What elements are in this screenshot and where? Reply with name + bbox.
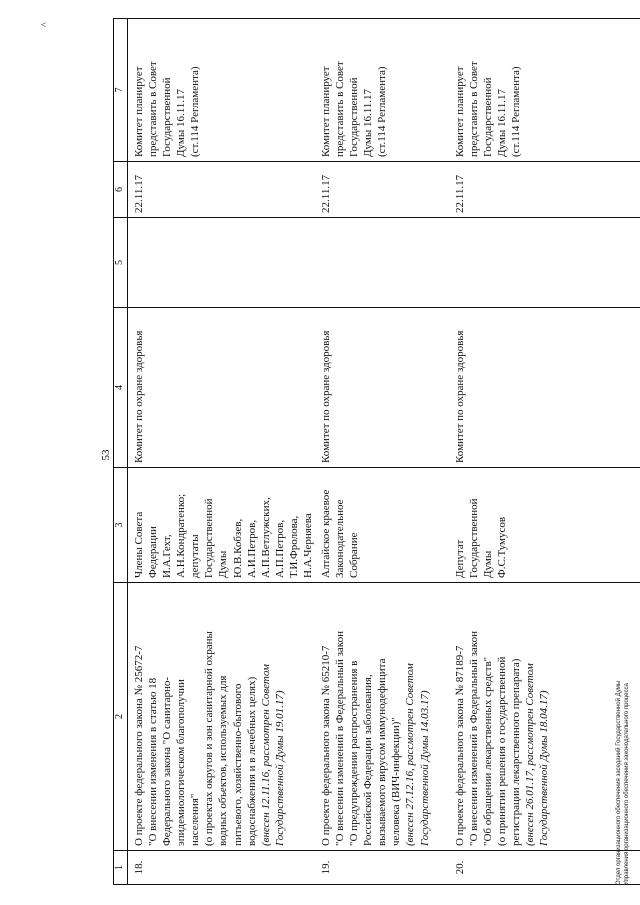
column-header-5: 5 [114,218,128,308]
bill-title-line: "О предупреждении распространения в [348,660,361,846]
date-cell: 22.11.17 [128,162,316,218]
status-note-line: Думы 16.11.17 [362,88,375,157]
bills-registry-table [113,18,640,885]
status-note-cell [128,19,316,162]
status-note-line: (ст.114 Регламента) [189,66,202,157]
column-header-4: 4 [114,308,128,468]
bill-description-cell [128,583,316,851]
initiator-line: Члены Совета [133,511,145,578]
column-header-2: 2 [114,583,128,851]
initiator-line: А.П.Ветлужских, [259,497,272,578]
bill-title-line: питьевого, хозяйственно-бытового [231,683,244,846]
initiator-cell [449,468,640,583]
initiator-cell [128,468,316,583]
initiator-line: Собрание [348,532,361,578]
bill-title-line: О проекте федерального закона № 25672-7 [133,645,145,846]
bill-title-line: водных объектов, используемых для [217,675,230,846]
bill-title-line: О проекте федерального закона № 87189-7 [454,645,467,846]
status-note-line: Государственной [348,77,361,157]
initiator-line: Алтайское краевое [320,489,333,578]
bill-title-line: Российской Федерации заболевания, [362,674,375,846]
initiator-line: Федерации [147,526,160,578]
initiator-line: Думы [482,550,495,578]
status-note-line: Думы 16.11.17 [496,88,509,157]
initiator-line: Ю.В.Кобзев, [231,518,244,578]
table-row [315,19,449,885]
initiator-line: И.А.Гехт, [161,534,174,578]
row-number-cell: 20. [449,851,640,885]
table-row [128,19,316,885]
initiator-cell [315,468,449,583]
initiator-line: Депутат [454,539,467,578]
status-note-line: Государственной [482,77,495,157]
bill-description-cell [315,583,449,851]
bill-title-line: вызываемого вирусом иммунодефицита [376,658,389,846]
column-header-1: 1 [114,851,128,885]
status-note-line: Думы 16.11.17 [175,88,188,157]
bill-title-line: водоснабжения и в лечебных целях) [245,676,258,846]
initiator-line: Государственной [468,498,481,578]
bill-description-cell [449,583,640,851]
column-5-cell [315,218,449,308]
bill-submission-note: (внесен 12.11.16, рассмотрен Советом Государственной Думы 19.01.17) [259,664,286,846]
status-note-line: Государственной [161,77,174,157]
bill-title-line: "О внесении изменения в статью 18 [147,677,160,846]
bill-title-line: эпидемиологическом благополучии [175,679,188,846]
initiator-line: Ф.С.Тумусов [496,516,509,578]
column-5-cell [128,218,316,308]
bill-submission-note: (внесен 26.01.17, рассмотрен Советом Государственной Думы 18.04.17) [524,663,551,846]
bill-title-line: населения" [189,793,202,846]
bill-title-line: человека (ВИЧ-инфекции)" [390,717,403,846]
table-row [449,19,640,885]
bill-title-line: Федерального закона "О санитарно- [161,676,174,846]
column-header-7: 7 [114,19,128,162]
status-note-line: представить в Совет [334,61,347,157]
status-note-line: (ст.114 Регламента) [510,66,523,157]
bill-title-line: (о проектах округов и зон санитарной охраны [203,631,216,846]
status-note-line: Комитет планирует [320,66,333,157]
committee-cell: Комитет по охране здоровья [449,308,640,468]
initiator-line: Законодательное [334,499,347,578]
row-number-cell: 19. [315,851,449,885]
column-5-cell [449,218,640,308]
column-header-6: 6 [114,162,128,218]
status-note-line: представить в Совет [468,61,481,157]
bill-title-line: "О внесении изменений в Федеральный закон [334,631,347,846]
date-cell: 22.11.17 [449,162,640,218]
row-number-cell: 18. [128,851,316,885]
corner-mark: ^ [40,22,51,27]
footer-line-2: Управления организационного обеспечения законодательного процесса [623,683,630,885]
status-note-line: представить в Совет [147,61,160,157]
bill-title-line: О проекте федерального закона № 65210-7 [320,645,333,846]
bill-title-line: регистрации лекарственного препарата) [510,658,523,846]
initiator-line: Думы [217,550,230,578]
bill-title-line: "Об обращении лекарственных средств" [482,656,495,846]
initiator-line: Т.И.Фролова, [287,515,300,578]
bill-title-line: "О внесении изменений в Федеральный закон [468,631,481,846]
initiator-line: Государственной [203,498,216,578]
initiator-line: А.П.Петров, [273,519,286,578]
initiator-line: А.И.Петров, [245,519,258,578]
status-note-line: Комитет планирует [133,66,145,157]
initiator-line: депутаты [189,534,202,578]
page-number: 53 [100,449,112,461]
footer-line-1: Отдел организационного обеспечения заседаний Государственной Думы [616,680,622,885]
status-note-cell [449,19,640,162]
initiator-line: А.Н.Кондратенко; [175,493,188,578]
initiator-line: Н.А.Черняева [301,513,314,578]
committee-cell: Комитет по охране здоровья [128,308,316,468]
bill-title-line: (о принятии решения о государственной [496,656,509,846]
committee-cell: Комитет по охране здоровья [315,308,449,468]
status-note-line: Комитет планирует [454,66,467,157]
footer-department [616,681,632,885]
status-note-cell [315,19,449,162]
bill-submission-note: (внесен 27.12.16, рассмотрен Советом Государственной Думы 14.03.17) [404,663,431,846]
column-header-3: 3 [114,468,128,583]
status-note-line: (ст.114 Регламента) [376,66,389,157]
date-cell: 22.11.17 [315,162,449,218]
column-number-header-row [114,19,128,885]
